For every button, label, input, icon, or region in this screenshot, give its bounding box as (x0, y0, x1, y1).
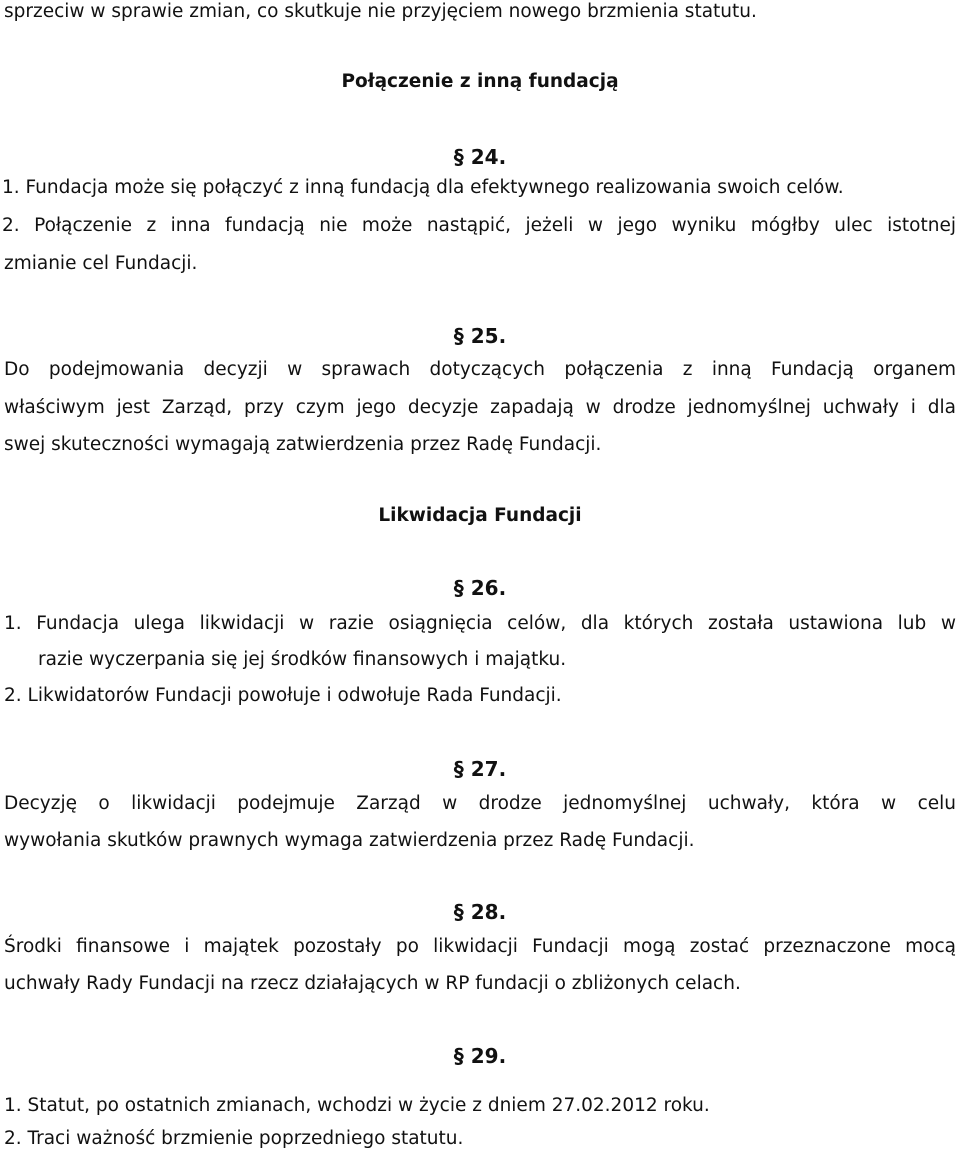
paragraph-number-28: § 28. (453, 900, 507, 924)
par28-line-1: Środki finansowe i majątek pozostały po likwidacji Fundacji mogą zostać przeznaczone mocą (4, 936, 956, 957)
intro-line: sprzeciw w sprawie zmian, co skutkuje nie przyjęciem nowego brzmienia statutu. (4, 1, 757, 22)
par27-line-2: wywołania skutków prawnych wymaga zatwierdzenia przez Radę Fundacji. (4, 830, 695, 851)
paragraph-number-25: § 25. (453, 324, 507, 348)
par27-line-1: Decyzję o likwidacji podejmuje Zarząd w drodze jednomyślnej uchwały, która w celu (4, 793, 956, 814)
par26-item-2: 2. Likwidatorów Fundacji powołuje i odwołuje Rada Fundacji. (4, 685, 562, 706)
section-heading-liquidation: Likwidacja Fundacji (378, 505, 582, 526)
par29-item-2: 2. Traci ważność brzmienie poprzedniego statutu. (4, 1128, 464, 1149)
section-heading-merger: Połączenie z inną fundacją (341, 71, 619, 92)
par26-item-1-line-1: 1. Fundacja ulega likwidacji w razie osiągnięcia celów, dla których została ustawiona lub w (4, 613, 956, 634)
paragraph-number-29: § 29. (453, 1044, 507, 1068)
par28-line-2: uchwały Rady Fundacji na rzecz działających w RP fundacji o zbliżonych celach. (4, 973, 741, 994)
par29-item-1: 1. Statut, po ostatnich zmianach, wchodzi w życie z dniem 27.02.2012 roku. (4, 1095, 710, 1116)
par24-item-2-line-2: zmianie cel Fundacji. (4, 253, 198, 274)
paragraph-number-26: § 26. (453, 576, 507, 600)
par25-line-1: Do podejmowania decyzji w sprawach dotyczących połączenia z inną Fundacją organem (4, 359, 956, 380)
par25-line-2: właściwym jest Zarząd, przy czym jego decyzje zapadają w drodze jednomyślnej uchwały i dla (4, 397, 956, 418)
par24-item-2-line-1: 2. Połączenie z inna fundacją nie może nastąpić, jeżeli w jego wyniku mógłby ulec istotnej (2, 215, 956, 236)
paragraph-number-24: § 24. (453, 145, 507, 169)
par25-line-3: swej skuteczności wymagają zatwierdzenia przez Radę Fundacji. (4, 434, 602, 455)
paragraph-number-27: § 27. (453, 757, 507, 781)
par26-item-1-line-2: razie wyczerpania się jej środków finansowych i majątku. (38, 649, 567, 670)
par24-item-1: 1. Fundacja może się połączyć z inną fundacją dla efektywnego realizowania swoich celów. (2, 177, 844, 198)
